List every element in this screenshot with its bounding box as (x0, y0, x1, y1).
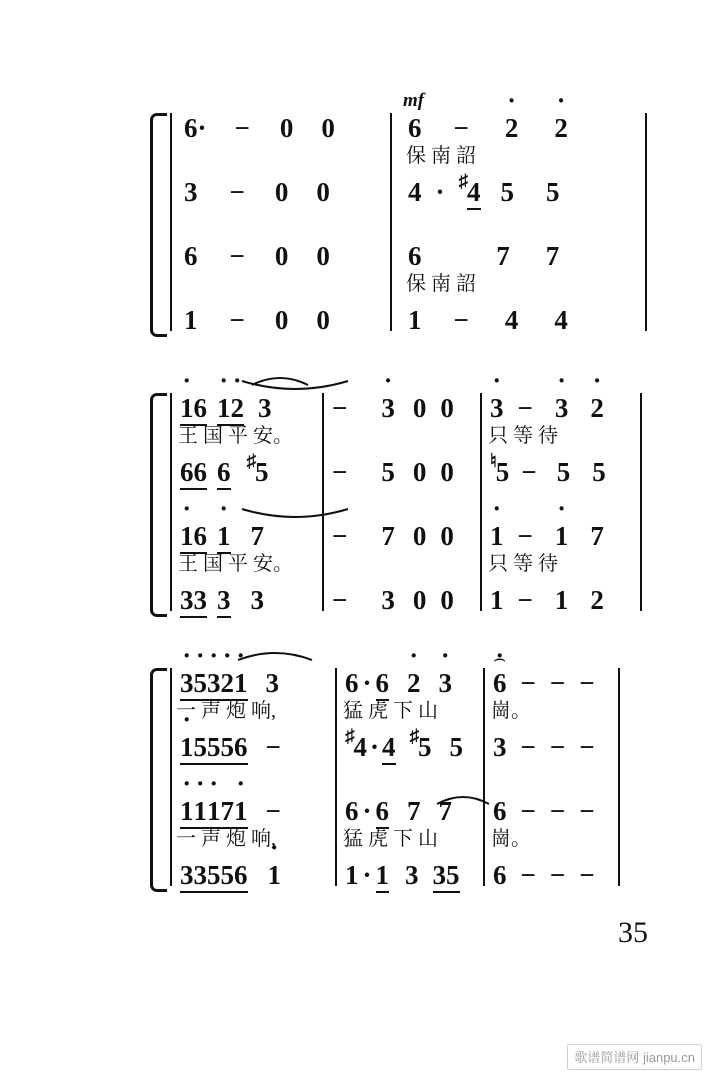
note: 7 (545, 241, 560, 271)
note: 2 (590, 585, 604, 615)
note: 7 (496, 241, 510, 271)
rest: 0 (440, 457, 454, 487)
note: 4 (353, 732, 367, 762)
rest: 0 (440, 521, 454, 551)
staff-brace (150, 668, 167, 892)
barline (170, 668, 172, 886)
voice-2 (493, 732, 595, 786)
voice-3 (490, 521, 604, 575)
note: 6 (194, 457, 208, 490)
note: · 2 (231, 393, 245, 426)
lyric-voice-1: 只 等 待 (488, 425, 558, 447)
voice-1 (178, 393, 293, 447)
note: 7 (407, 796, 421, 826)
hold-dash: − (549, 732, 566, 762)
note: 3 (493, 732, 507, 762)
note: 5 (556, 457, 571, 487)
fermata-icon: ⌢ (493, 648, 507, 670)
barline (618, 668, 620, 886)
note: · 1 (234, 796, 248, 829)
lyric-voice-3: 崗。 (491, 828, 531, 850)
note: 3 (194, 585, 208, 618)
note: 5 (381, 457, 395, 487)
hold-dash: − (520, 732, 536, 762)
rest: 0 (316, 241, 330, 271)
rest: 0 (440, 585, 454, 615)
note: 5 (449, 732, 464, 762)
note: · 1 (217, 393, 231, 426)
note: 4 (504, 305, 519, 335)
lyric-voice-1: 一 声 炮 响, (176, 700, 276, 722)
note: · 1 (180, 796, 194, 829)
hold-dash: − (332, 457, 348, 487)
hold-dash: − (517, 393, 533, 423)
note: 5 (446, 860, 460, 893)
hold-dash: − (517, 585, 533, 615)
augmentation-dot: · (370, 732, 380, 762)
voice-4 (180, 860, 281, 914)
voice-4 (408, 305, 568, 359)
voice-1 (184, 113, 335, 167)
lyric-voice-1: 王 国 平 安。 (178, 425, 293, 447)
lyric-voice-1: 崗。 (491, 700, 531, 722)
note: 5 (255, 457, 269, 487)
sharp-sign: ♯ (246, 451, 256, 472)
hold-dash: − (521, 457, 537, 487)
note: · 3 (381, 393, 395, 423)
sharp-sign: ♯ (409, 726, 420, 747)
note: 6 (234, 860, 248, 893)
note: 5 (495, 457, 510, 487)
voice-3 (184, 241, 330, 295)
note: 5 (221, 732, 235, 765)
note: 6 (184, 113, 198, 143)
note: · 3 (490, 393, 504, 423)
voice-4 (332, 585, 454, 639)
note: · 1 (180, 393, 194, 426)
note: 3 (381, 585, 395, 615)
note: · 1 (217, 521, 231, 554)
note: 1 (554, 585, 569, 615)
note: · 1 (490, 521, 504, 551)
rest: 0 (412, 457, 427, 487)
rest: 0 (274, 177, 289, 207)
voice-4 (180, 585, 264, 639)
hold-dash: − (517, 521, 533, 551)
lyric-voice-3: 保 南 詔 (406, 273, 476, 295)
note: 5 (546, 177, 560, 207)
barline (480, 393, 482, 611)
voice-1 (493, 668, 595, 722)
voice-3 (332, 521, 454, 575)
lyric-voice-3: 只 等 待 (488, 553, 558, 575)
barline (335, 668, 337, 886)
hold-dash (454, 241, 461, 271)
voice-3 (408, 241, 559, 295)
natural-sign: ♮ (490, 451, 497, 472)
voice-1 (345, 668, 452, 722)
hold-dash: − (549, 796, 566, 826)
voice-4 (493, 860, 595, 914)
note: 6 (408, 241, 422, 271)
note: · 2 (554, 113, 568, 143)
note: · 1 (180, 521, 194, 554)
hold-dash: − (579, 668, 595, 698)
note: 7 (250, 521, 264, 551)
note: · 3 (439, 668, 453, 698)
rest: 0 (440, 393, 454, 423)
voice-1 (332, 393, 454, 447)
hold-dash: − (265, 796, 281, 826)
note: · 1 (234, 668, 248, 701)
note: 5 (194, 732, 208, 765)
voice-2 (332, 457, 454, 511)
note: 7 (381, 521, 395, 551)
barline (170, 393, 172, 611)
hold-dash: − (229, 177, 245, 207)
note: 6 (234, 732, 248, 765)
note: 6 (194, 393, 208, 426)
voice-3 (176, 796, 281, 850)
augmentation-dot: · (362, 860, 372, 890)
note: 1 (408, 305, 422, 335)
rest: 0 (279, 113, 294, 143)
rest: 0 (316, 305, 330, 335)
note: 6 (217, 457, 231, 490)
note: 5 (592, 457, 606, 487)
note: 7 (590, 521, 604, 551)
note: · 2 (221, 668, 235, 701)
staff-brace (150, 113, 167, 337)
note: · 1 (555, 521, 569, 551)
note: 3 (405, 860, 419, 890)
augmentation-dot: · (435, 177, 445, 207)
note: 6 (184, 241, 198, 271)
voice-1 (490, 393, 604, 447)
note: 6 (376, 796, 390, 829)
note: 3 (217, 585, 231, 618)
barline (483, 668, 485, 886)
note: 5 (500, 177, 515, 207)
note: · 5 (194, 668, 208, 701)
note: 3 (194, 860, 208, 893)
note: · 6 (493, 668, 507, 698)
voice-2 (408, 171, 560, 231)
augmentation-dot: · (197, 113, 207, 143)
note: · 2 (505, 113, 519, 143)
note: 6 (180, 457, 194, 490)
barline (322, 393, 324, 611)
voice-3 (178, 521, 293, 575)
note: 3 (250, 585, 264, 615)
hold-dash: − (229, 305, 245, 335)
note: · 1 (180, 732, 194, 765)
note: 5 (207, 732, 221, 765)
hold-dash: − (234, 113, 250, 143)
voice-1 (408, 113, 568, 167)
note: 3 (180, 860, 194, 893)
lyric-voice-1: 猛 虎 下 山 (343, 700, 438, 722)
hold-dash: − (520, 668, 536, 698)
note: 1 (376, 860, 390, 893)
voice-2 (490, 451, 606, 511)
note: 3 (184, 177, 198, 207)
hold-dash: − (579, 860, 595, 890)
note: 5 (418, 732, 432, 762)
hold-dash: − (453, 305, 469, 335)
watermark: 歌谱简谱网 jianpu.cn (567, 1044, 702, 1070)
note: 4 (408, 177, 422, 207)
expression-mf: mf (403, 90, 425, 111)
note: · 1 (194, 796, 208, 829)
note: · 3 (180, 668, 194, 701)
hold-dash: − (520, 860, 536, 890)
note: · 1 (207, 796, 221, 829)
note: 1 (184, 305, 198, 335)
note: 3 (258, 393, 272, 423)
lyric-voice-3: 王 国 平 安。 (178, 553, 293, 575)
hold-dash: − (453, 113, 469, 143)
note: 6 (194, 521, 208, 554)
barline (640, 393, 642, 611)
voice-2 (345, 726, 464, 786)
note: 6 (345, 796, 359, 826)
note: 4 (554, 305, 568, 335)
sharp-sign: ♯ (458, 171, 469, 192)
note: 6 (345, 668, 359, 698)
hold-dash: − (549, 668, 566, 698)
lyric-voice-1: 保 南 詔 (406, 145, 476, 167)
rest: 0 (412, 521, 427, 551)
staff-brace (150, 393, 167, 617)
note: 5 (207, 860, 221, 893)
note: · 2 (590, 393, 604, 423)
barline (170, 113, 172, 331)
note: 5 (221, 860, 235, 893)
note: 7 (221, 796, 235, 829)
slur (236, 648, 314, 662)
note: 6 (376, 668, 390, 701)
note: 3 (433, 860, 447, 893)
augmentation-dot: · (362, 796, 372, 826)
note: 1 (345, 860, 359, 890)
rest: 0 (274, 305, 289, 335)
voice-1 (176, 668, 279, 722)
lyric-voice-3: 猛 虎 下 山 (343, 828, 438, 850)
note: 4 (467, 177, 481, 210)
page-number: 35 (618, 916, 648, 949)
note: 3 (180, 585, 194, 618)
hold-dash: − (579, 732, 595, 762)
note: · 1 (268, 860, 282, 890)
rest: 0 (412, 585, 427, 615)
note: 6 (408, 113, 422, 143)
barline (645, 113, 647, 331)
note: 7 (438, 796, 453, 826)
note: 4 (382, 732, 396, 765)
hold-dash: − (332, 393, 348, 423)
note: 6 (493, 796, 507, 826)
voice-3 (493, 796, 595, 850)
note: · 2 (407, 668, 421, 698)
voice-4 (490, 585, 604, 639)
note: · 3 (555, 393, 569, 423)
note: 1 (490, 585, 504, 615)
sharp-sign: ♯ (345, 726, 355, 747)
barline (390, 113, 392, 331)
hold-dash: − (229, 241, 245, 271)
voice-4 (345, 860, 460, 914)
note: 6 (493, 860, 507, 890)
hold-dash: − (549, 860, 566, 890)
rest: 0 (316, 177, 330, 207)
rest: 0 (274, 241, 289, 271)
hold-dash: − (579, 796, 595, 826)
augmentation-dot: · (362, 668, 372, 698)
note: · 3 (207, 668, 221, 701)
hold-dash: − (520, 796, 536, 826)
voice-2 (184, 177, 330, 231)
lyric-voice-3: 一 声 炮 响, (176, 828, 276, 850)
note: 3 (265, 668, 279, 698)
hold-dash: − (265, 732, 281, 762)
hold-dash: − (332, 585, 348, 615)
hold-dash: − (332, 521, 348, 551)
voice-4 (184, 305, 330, 359)
slur (250, 373, 310, 387)
voice-3 (345, 796, 452, 850)
rest: 0 (412, 393, 427, 423)
rest: 0 (321, 113, 335, 143)
